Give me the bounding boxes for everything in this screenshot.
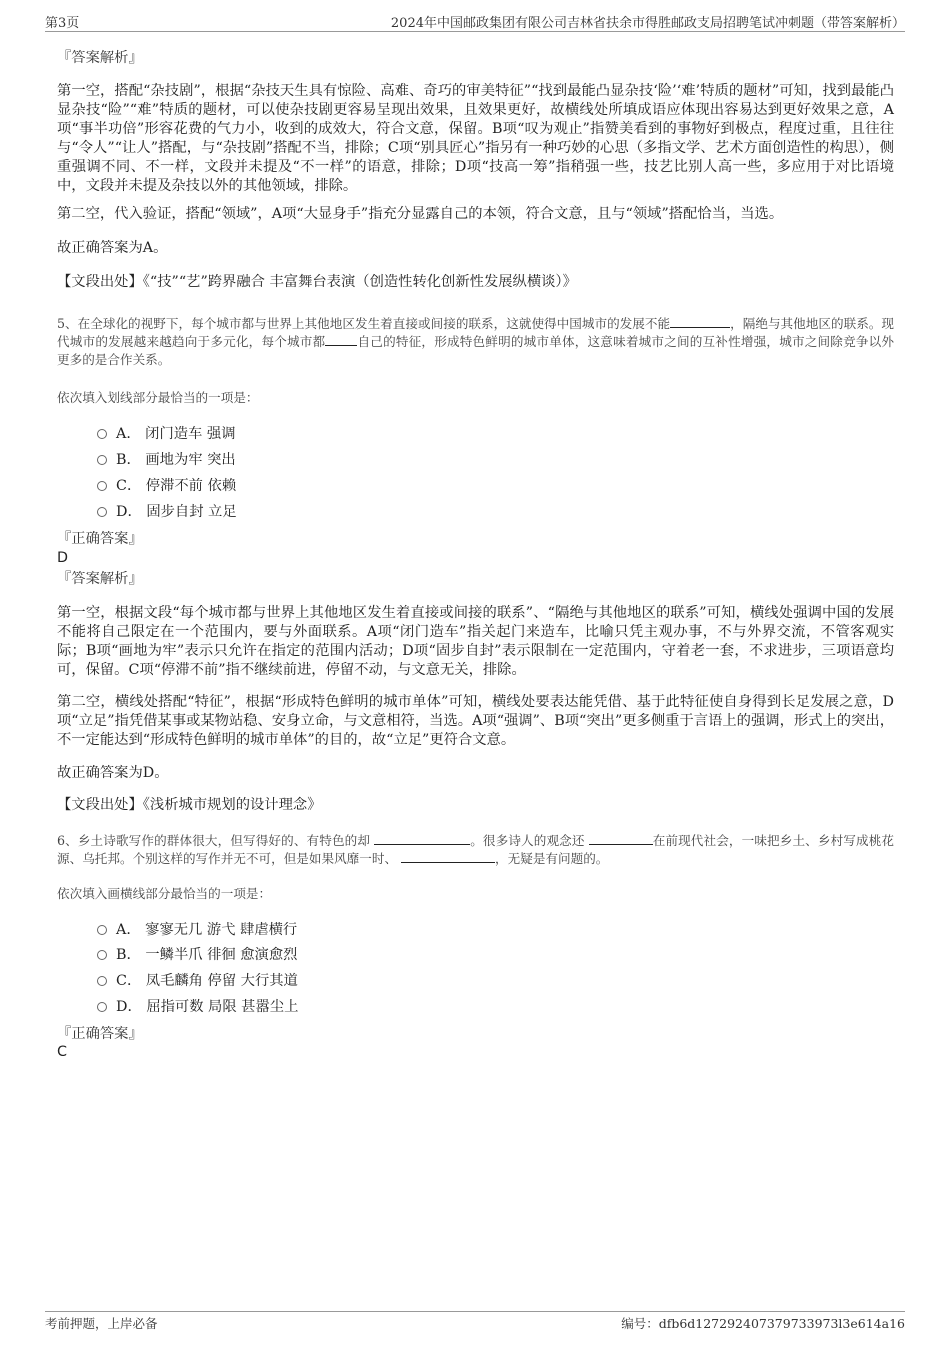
- q6-blank-2: [589, 832, 653, 845]
- footer-divider: [45, 1311, 905, 1312]
- q5-option-b[interactable]: B． 画地为牢 突出: [97, 451, 236, 470]
- q6-stem-part-b: 。很多诗人的观念还: [470, 833, 585, 848]
- q5-stem-part-c: 自己的特征，形成特色鲜明的城市单体，这意味着城市之间的互补性增强，城市之间除竞争以外更多的是合作关系。: [57, 334, 895, 367]
- q5-source: 【文段出处】《浅析城市规划的设计理念》: [57, 797, 322, 813]
- q5-prompt: 依次填入划线部分最恰当的一项是：: [57, 390, 259, 405]
- q5-stem-part-b: ，隔绝与其他地区的联系。现代城市的发展越来越趋向于多元化，每个城市都: [57, 316, 895, 349]
- q4-conclusion: 故正确答案为A。: [57, 240, 168, 256]
- q5-option-c[interactable]: C． 停滞不前 依赖: [97, 477, 236, 496]
- radio-icon[interactable]: [97, 429, 107, 439]
- q5-answer: D: [57, 550, 69, 566]
- q6-answer-label: 『正确答案』: [57, 1026, 143, 1042]
- q5-analysis-label: 『答案解析』: [57, 571, 143, 587]
- q5-stem-part-a: 5、在全球化的视野下，每个城市都与世界上其他地区发生着直接或间接的联系，这就使得中国城市的发展不能: [57, 316, 671, 331]
- q6-blank-1: [374, 832, 470, 845]
- radio-icon[interactable]: [97, 950, 107, 960]
- q6-option-b[interactable]: B． 一鳞半爪 徘徊 愈演愈烈: [97, 946, 297, 965]
- q6-blank-3: [401, 850, 495, 863]
- q5-option-d[interactable]: D． 固步自封 立足: [97, 503, 237, 522]
- q5-analysis-p2: 第二空，横线处搭配“特征”，根据“形成特色鲜明的城市单体”可知，横线处要表达能凭借、基于此特征使自身得到长足发展之意，D项“立足”指凭借某事或某物站稳、安身立命，与文意相符，当选。A项“强调”、B项“突出”更多侧重于言语上的强调，形式上的突出，不一定能达到“形成特色鲜明的城市单体”的目的，故“立足”更符合文意。: [57, 694, 894, 748]
- q6-stem-part-a: 6、乡土诗歌写作的群体很大，但写得好的、有特色的却: [57, 833, 371, 848]
- radio-icon[interactable]: [97, 455, 107, 465]
- q4-source: 【文段出处】《“技”“艺”跨界融合 丰富舞台表演（创造性转化创新性发展纵横谈）》: [57, 274, 577, 290]
- q5-option-a[interactable]: A． 闭门造车 强调: [97, 425, 236, 444]
- q5-answer-label: 『正确答案』: [57, 531, 143, 547]
- header-divider: [45, 31, 905, 32]
- q6-stem: [57, 832, 894, 868]
- q5-conclusion: 故正确答案为D。: [57, 765, 169, 781]
- radio-icon[interactable]: [97, 481, 107, 491]
- footer-slogan: 考前押题，上岸必备: [45, 1316, 158, 1331]
- q6-option-a[interactable]: A． 寥寥无几 游弋 肆虐横行: [97, 921, 297, 940]
- radio-icon[interactable]: [97, 925, 107, 935]
- q6-stem-part-d: ，无疑是有问题的。: [495, 851, 609, 866]
- q6-option-c[interactable]: C． 凤毛麟角 停留 大行其道: [97, 972, 298, 991]
- q4-analysis-label: 『答案解析』: [57, 50, 143, 66]
- q5-analysis-p1: 第一空，根据文段“每个城市都与世界上其他地区发生着直接或间接的联系”、“隔绝与其他地区的联系”可知，横线处强调中国的发展不能将自己限定在一个范围内，要与外面联系。A项“闭门造车”指关起门来造车，比喻只凭主观办事，不与外界交流，不管客观实际；B项“画地为牢”表示只允许在指定的范围内活动；D项“固步自封”表示限制在一定范围内，守着老一套，不求进步，三项语意均可，保留。C项“停滞不前”指不继续前进，停留不动，与文意无关，排除。: [57, 605, 894, 678]
- q4-analysis-p1: 第一空，搭配“杂技剧”，根据“杂技天生具有惊险、高难、奇巧的审美特征”“找到最能凸显杂技‘险’‘难’特质的题材”可知，找到最能凸显杂技“险”“难”特质的题材，可以使杂技剧更容易呈现出效果，且效果更好，故横线处所填成语应体现出容易达到更好效果之意，A项“事半功倍”形容花费的气力小，收到的成效大，符合文意，保留。B项“叹为观止”指赞美看到的事物好到极点，程度过重，且往往与“令人”“让人”搭配，与“杂技剧”搭配不当，排除；C项“别具匠心”指另有一种巧妙的心思（多指文学、艺术方面创造性的构思），侧重强调不同、不一样，文段并未提及“不一样”的语意，排除；D项“技高一筹”指稍强一些，技艺比别人高一些，多应用于对比语境中，文段并未提及杂技以外的其他领域，排除。: [57, 83, 894, 194]
- q5-blank-1: [670, 315, 730, 328]
- q6-prompt: 依次填入画横线部分最恰当的一项是：: [57, 886, 272, 901]
- q4-analysis-p2: 第二空，代入验证，搭配“领域”，A项“大显身手”指充分显露自己的本领，符合文意，且与“领域”搭配恰当，当选。: [57, 206, 784, 222]
- q6-answer: C: [57, 1044, 67, 1060]
- document-id: 编号：dfb6d127292407379733973l3e614a16: [621, 1316, 905, 1331]
- page-header: [45, 12, 905, 32]
- q5-stem: [57, 315, 894, 369]
- radio-icon[interactable]: [97, 507, 107, 517]
- document-title: 2024年中国邮政集团有限公司吉林省扶余市得胜邮政支局招聘笔试冲刺题（带答案解析）: [390, 16, 905, 31]
- radio-icon[interactable]: [97, 976, 107, 986]
- radio-icon[interactable]: [97, 1002, 107, 1012]
- q6-option-d[interactable]: D． 屈指可数 局限 甚嚣尘上: [97, 998, 298, 1017]
- page-number: 第3页: [45, 16, 80, 31]
- q5-blank-2: [325, 333, 357, 346]
- q6-stem-part-c: 在前现代社会，一味把乡土、乡村写成桃花源、乌托邦。个别这样的写作并无不可，但是如果风靡一时、: [57, 833, 895, 866]
